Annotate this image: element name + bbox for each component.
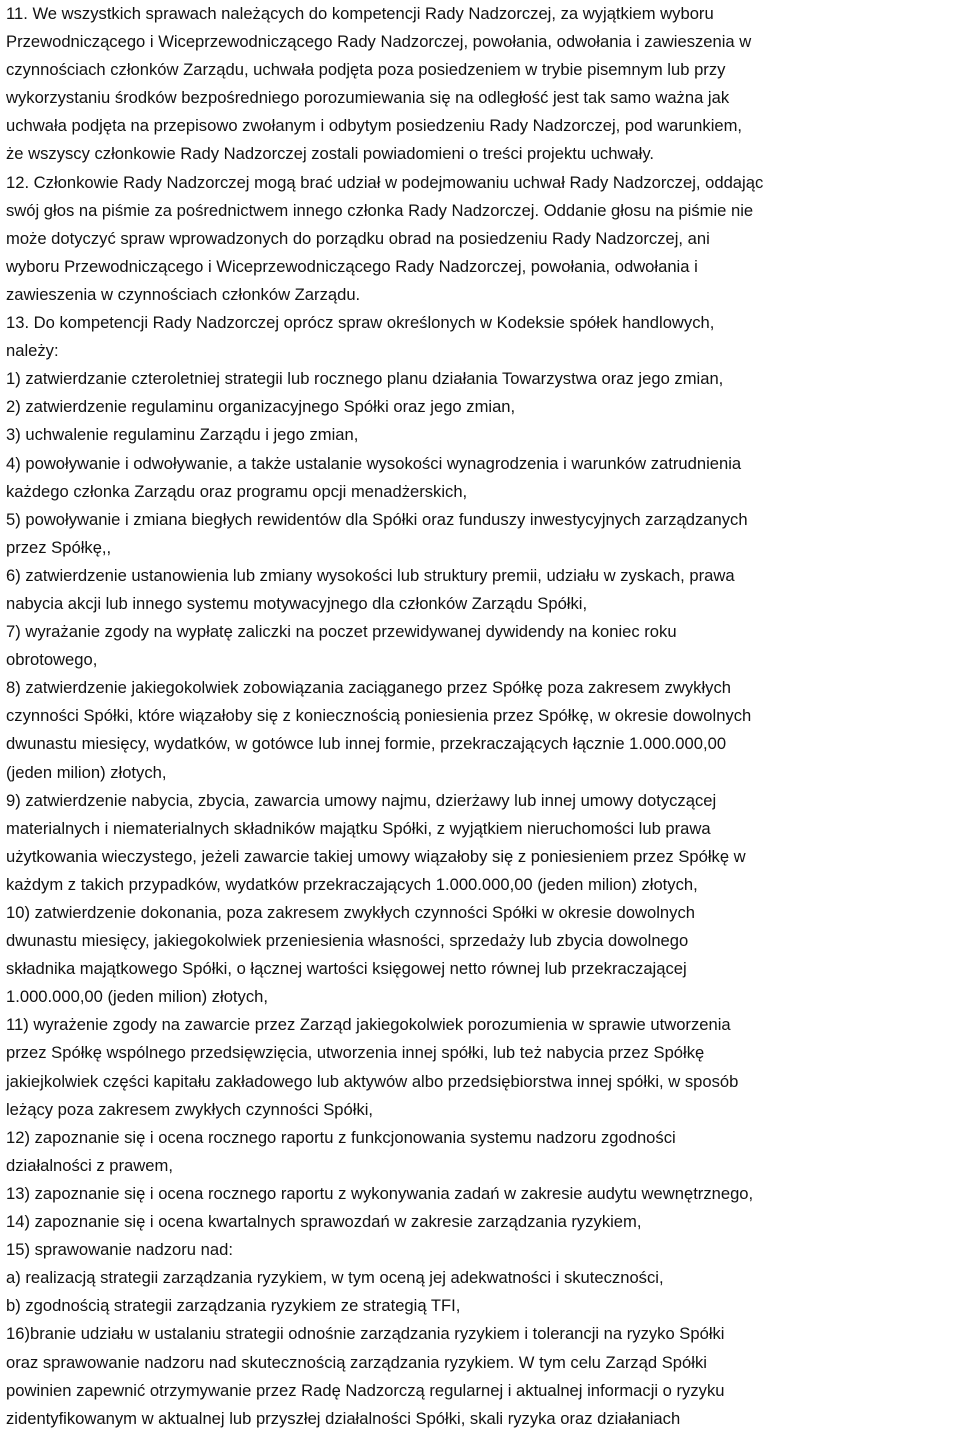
text-line: dwunastu miesięcy, wydatków, w gotówce lub innej formie, przekraczających łącznie 1.000.000,00 [6, 734, 727, 754]
text-line: 13. Do kompetencji Rady Nadzorczej oprócz spraw określonych w Kodeksie spółek handlowych, [6, 313, 715, 333]
text-line: 3) uchwalenie regulaminu Zarządu i jego zmian, [6, 425, 359, 445]
text-line: przez Spółkę wspólnego przedsięwzięcia, utworzenia innej spółki, lub też nabycia przez Spółkę [6, 1043, 705, 1063]
text-line: należy: [6, 341, 59, 361]
text-line: 13) zapoznanie się i ocena rocznego raportu z wykonywania zadań w zakresie audytu wewnętrznego, [6, 1183, 754, 1203]
text-line: 1.000.000,00 (jeden milion) złotych, [6, 987, 268, 1007]
text-line: 1) zatwierdzanie czteroletniej strategii lub rocznego planu działania Towarzystwa oraz jego zmian, [6, 369, 724, 389]
text-line: jakiejkolwiek części kapitału zakładowego lub aktywów albo przedsiębiorstwa innej spółki, w sposób [6, 1071, 739, 1091]
text-line: materialnych i niematerialnych składników majątku Spółki, z wyjątkiem nieruchomości lub prawa [6, 818, 711, 838]
text-line: obrotowego, [6, 650, 98, 670]
text-line: a) realizacją strategii zarządzania ryzykiem, w tym oceną jej adekwatności i skuteczności, [6, 1268, 664, 1288]
text-line: czynności Spółki, które wiązałoby się z koniecznością poniesienia przez Spółkę, w okresie dowolnych [6, 706, 752, 726]
text-line: 16)branie udziału w ustalaniu strategii odnośnie zarządzania ryzykiem i tolerancji na ryzyko Spółki [6, 1324, 725, 1344]
text-line: składnika majątkowego Spółki, o łącznej wartości księgowej netto równej lub przekraczającej [6, 959, 687, 979]
text-line: może dotyczyć spraw wprowadzonych do porządku obrad na posiedzeniu Rady Nadzorczej, ani [6, 228, 710, 248]
text-line: uchwała podjęta na przepisowo zwołanym i odbytym posiedzeniu Rady Nadzorczej, pod warunkiem, [6, 116, 743, 136]
text-line: zidentyfikowanym w aktualnej lub przyszłej działalności Spółki, skali ryzyka oraz działaniach [6, 1408, 681, 1428]
text-line: dwunastu miesięcy, jakiegokolwiek przeniesienia własności, sprzedaży lub zbycia dowolnego [6, 931, 689, 951]
text-line: swój głos na piśmie za pośrednictwem innego członka Rady Nadzorczej. Oddanie głosu na piśmie nie [6, 200, 754, 220]
text-line: 10) zatwierdzenie dokonania, poza zakresem zwykłych czynności Spółki w okresie dowolnych [6, 903, 695, 922]
document-body [6, 0, 960, 1433]
text-line: działalności z prawem, [6, 1155, 173, 1175]
text-line: 7) wyrażanie zgody na wypłatę zaliczki na poczet przewidywanej dywidendy na koniec roku [6, 622, 677, 642]
text-line: 12. Członkowie Rady Nadzorczej mogą brać udział w podejmowaniu uchwał Rady Nadzorczej, oddając [6, 172, 764, 192]
text-line: oraz sprawowanie nadzoru nad skutecznością zarządzania ryzykiem. W tym celu Zarząd Spółki [6, 1352, 707, 1372]
text-line: zawieszenia w czynnościach członków Zarządu. [6, 284, 361, 304]
text-line: 11) wyrażenie zgody na zawarcie przez Zarząd jakiegokolwiek porozumienia w sprawie utworzenia [6, 1015, 731, 1035]
text-line: (jeden milion) złotych, [6, 762, 167, 782]
text-line: Przewodniczącego i Wiceprzewodniczącego Rady Nadzorczej, powołania, odwołania i zawieszenia w [6, 32, 752, 52]
text-line: 2) zatwierdzenie regulaminu organizacyjnego Spółki oraz jego zmian, [6, 397, 516, 417]
text-line: leżący poza zakresem zwykłych czynności Spółki, [6, 1099, 374, 1119]
text-line: czynnościach członków Zarządu, uchwała podjęta poza posiedzeniem w trybie pisemnym lub przy [6, 60, 726, 80]
text-line: 6) zatwierdzenie ustanowienia lub zmiany wysokości lub struktury premii, udziału w zyskach, prawa [6, 565, 735, 585]
text-line: nabycia akcji lub innego systemu motywacyjnego dla członków Zarządu Spółki, [6, 593, 588, 613]
text-line: wyboru Przewodniczącego i Wiceprzewodniczącego Rady Nadzorczej, powołania, odwołania i [6, 256, 698, 276]
text-line: powinien zapewnić otrzymywanie przez Radę Nadzorczą regularnej i aktualnej informacji o ryzyku [6, 1380, 725, 1400]
text-line: 8) zatwierdzenie jakiegokolwiek zobowiązania zaciąganego przez Spółkę poza zakresem zwykłych [6, 678, 731, 698]
text-line: każdego członka Zarządu oraz programu opcji menadżerskich, [6, 481, 468, 501]
text-line: 4) powoływanie i odwoływanie, a także ustalanie wysokości wynagrodzenia i warunków zatrudnienia [6, 453, 742, 473]
text-line: 5) powoływanie i zmiana biegłych rewidentów dla Spółki oraz funduszy inwestycyjnych zarządzanych [6, 509, 748, 529]
text-line: każdym z takich przypadków, wydatków przekraczających 1.000.000,00 (jeden milion) złotych, [6, 874, 698, 894]
text-line: b) zgodnością strategii zarządzania ryzykiem ze strategią TFI, [6, 1296, 461, 1316]
text-line: 12) zapoznanie się i ocena rocznego raportu z funkcjonowania systemu nadzoru zgodności [6, 1127, 676, 1147]
text-line: 9) zatwierdzenie nabycia, zbycia, zawarcia umowy najmu, dzierżawy lub innej umowy dotyczącej [6, 790, 717, 810]
text-line: użytkowania wieczystego, jeżeli zawarcie takiej umowy wiązałoby się z poniesieniem przez Spółkę w [6, 846, 746, 866]
text-line: przez Spółkę,, [6, 537, 112, 557]
text-line: wykorzystaniu środków bezpośredniego porozumiewania się na odległość jest tak samo ważna jak [6, 88, 730, 108]
text-line: 15) sprawowanie nadzoru nad: [6, 1240, 233, 1260]
text-line: 14) zapoznanie się i ocena kwartalnych sprawozdań w zakresie zarządzania ryzykiem, [6, 1212, 642, 1232]
text-line: 11. We wszystkich sprawach należących do kompetencji Rady Nadzorczej, za wyjątkiem wyboru [6, 4, 714, 23]
text-line: że wszyscy członkowie Rady Nadzorczej zostali powiadomieni o treści projektu uchwały. [6, 144, 655, 164]
